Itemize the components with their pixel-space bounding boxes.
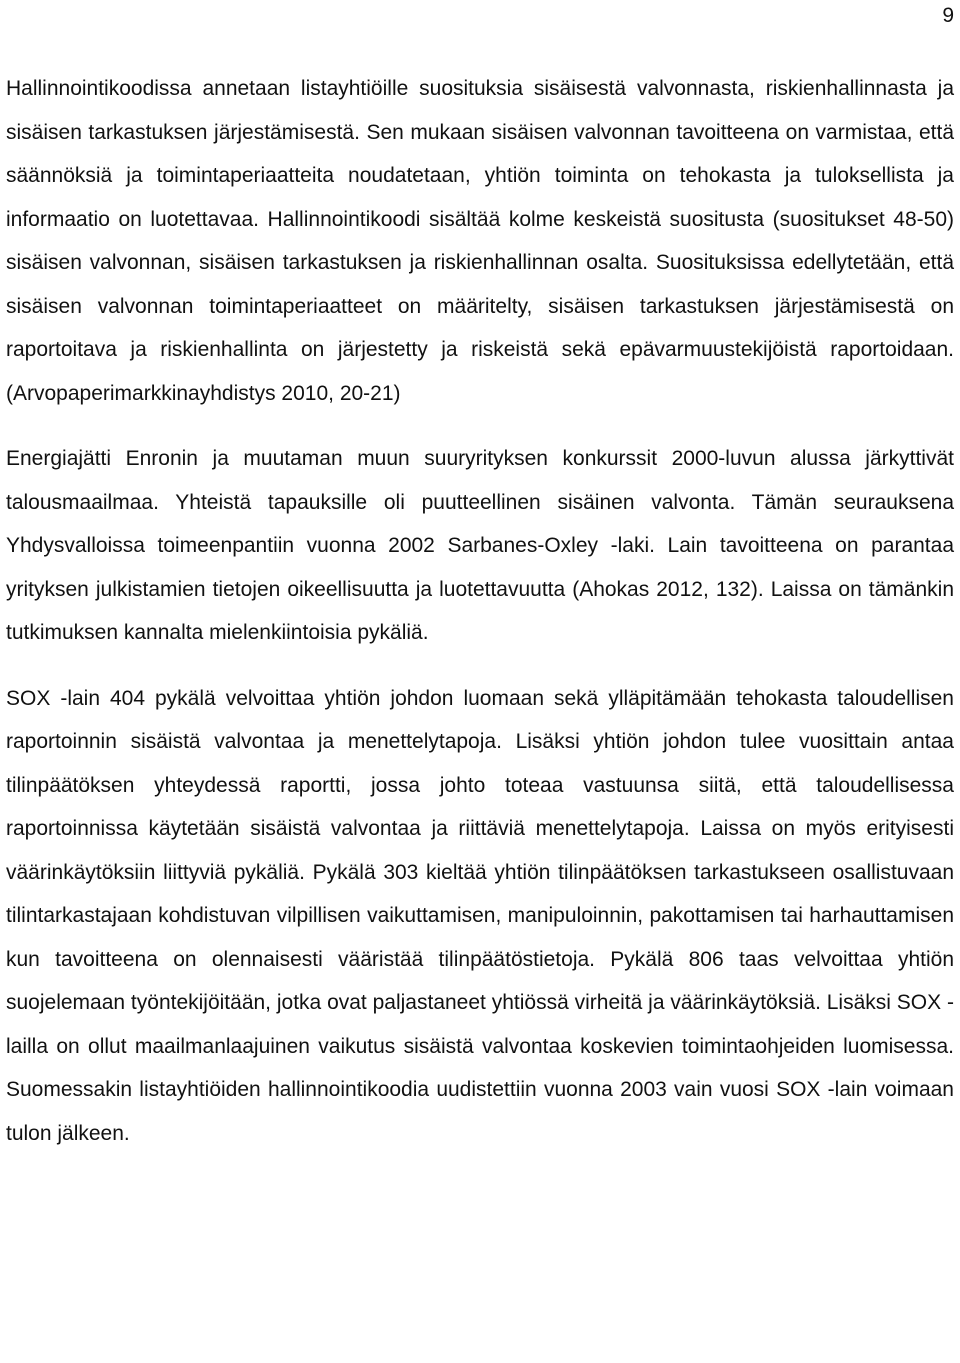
paragraph-sox-sections: SOX -lain 404 pykälä velvoittaa yhtiön johdon luomaan sekä ylläpitämään tehokasta taloudellisen raportoinnin sisäistä valvontaa ja menettelytapoja. Lisäksi yhtiön johdon tulee vuosittain antaa tilinpäätöksen yhteydessä raportti, jossa johto toteaa vastuunsa siitä, että taloudellisessa raportoinnissa käytetään sisäistä valvontaa ja riittäviä menettelytapoja. Laissa on myös erityisesti väärinkäytöksiin liittyviä pykäliä. Pykälä 303 kieltää yhtiön tilinpäätöksen tarkastukseen osallistuvaan tilintarkastajaan kohdistuvan vilpillisen vaikuttamisen, manipuloinnin, pakottamisen tai harhauttamisen kun tavoitteena on olennaisesti vääristää tilinpäätöstietoja. Pykälä 806 taas velvoittaa yhtiön suojelemaan työntekijöitään, jotka ovat paljastaneet yhtiössä virheitä ja väärinkäytöksiä. Lisäksi SOX -lailla on ollut maailmanlaajuinen vaikutus sisäistä valvontaa koskevien toimintaohjeiden luomisessa. Suomessakin listayhtiöiden hallinnointikoodia uudistettiin vuonna 2003 vain vuosi SOX -lain voimaan tulon jälkeen. — [6, 686, 954, 1145]
document-body — [6, 67, 954, 1155]
page-number: 9 — [942, 4, 954, 27]
paragraph-internal-control: Hallinnointikoodissa annetaan listayhtiöille suosituksia sisäisestä valvonnasta, riskienhallinnasta ja sisäisen tarkastuksen järjestämisestä. Sen mukaan sisäisen valvonnan tavoitteena on varmistaa, että säännöksiä ja toimintaperiaatteita noudatetaan, yhtiön toiminta on tehokasta ja tuloksellista ja informaatio on luotettavaa. Hallinnointikoodi sisältää kolme keskeistä suositusta (suositukset 48-50) sisäisen valvonnan, sisäisen tarkastuksen ja riskienhallinnan osalta. Suosituksissa edellytetään, että sisäisen valvonnan toimintaperiaatteet on määritelty, sisäisen tarkastuksen järjestämisestä on raportoitava ja riskienhallinta on järjestetty ja riskeistä sekä epävarmuustekijöistä raportoidaan. (Arvopaperimarkkinayhdistys 2010, 20-21) — [6, 77, 954, 405]
paragraph-enron-sox: Energiajätti Enronin ja muutaman muun suuryrityksen konkurssit 2000-luvun alussa järkyttivät talousmaailmaa. Yhteistä tapauksille oli puutteellinen sisäinen valvonta. Tämän seurauksena Yhdysvalloissa toimeenpantiin vuonna 2002 Sarbanes-Oxley -laki. Lain tavoitteena on parantaa yrityksen julkistamien tietojen oikeellisuutta ja luotettavuutta (Ahokas 2012, 132). Laissa on tämänkin tutkimuksen kannalta mielenkiintoisia pykäliä. — [6, 447, 954, 644]
